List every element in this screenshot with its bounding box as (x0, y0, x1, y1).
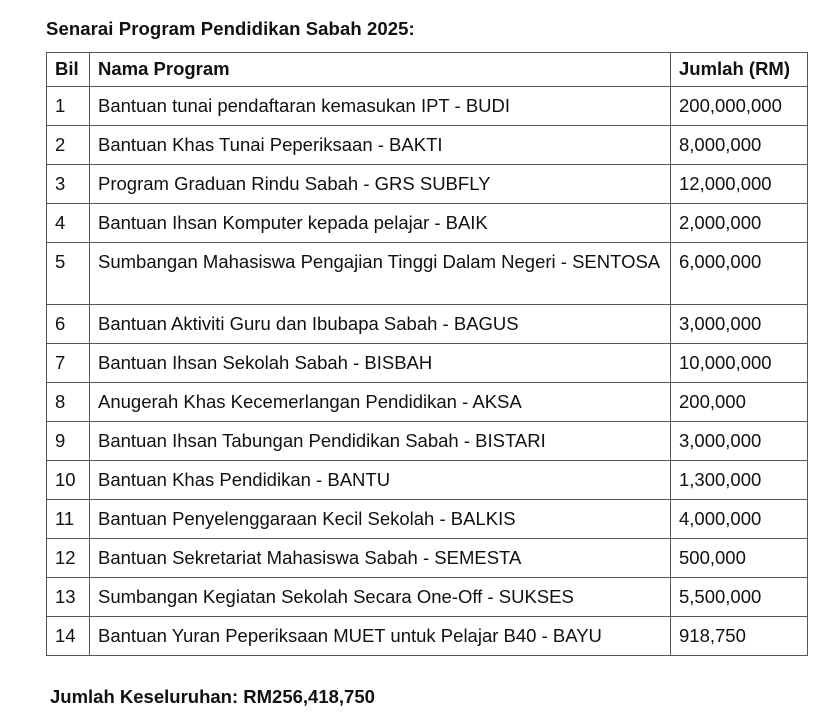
table-row (47, 243, 808, 305)
header-program-name: Nama Program (90, 53, 671, 87)
row-amount: 3,000,000 (671, 422, 808, 461)
table-row (47, 500, 808, 539)
row-amount: 6,000,000 (671, 243, 808, 305)
row-bil: 12 (47, 539, 90, 578)
table-row (47, 126, 808, 165)
row-amount: 8,000,000 (671, 126, 808, 165)
row-bil: 7 (47, 344, 90, 383)
table-row (47, 422, 808, 461)
table-row (47, 617, 808, 656)
row-program-name: Bantuan Khas Pendidikan - BANTU (90, 461, 671, 500)
row-program-name: Bantuan Ihsan Tabungan Pendidikan Sabah - BISTARI (90, 422, 671, 461)
row-amount: 4,000,000 (671, 500, 808, 539)
row-amount: 200,000,000 (671, 87, 808, 126)
row-amount: 10,000,000 (671, 344, 808, 383)
table-row (47, 539, 808, 578)
row-bil: 6 (47, 305, 90, 344)
row-bil: 11 (47, 500, 90, 539)
row-bil: 4 (47, 204, 90, 243)
table-row (47, 165, 808, 204)
row-bil: 2 (47, 126, 90, 165)
row-bil: 14 (47, 617, 90, 656)
row-amount: 500,000 (671, 539, 808, 578)
row-program-name: Bantuan Yuran Peperiksaan MUET untuk Pelajar B40 - BAYU (90, 617, 671, 656)
row-amount: 918,750 (671, 617, 808, 656)
row-program-name: Bantuan Penyelenggaraan Kecil Sekolah - BALKIS (90, 500, 671, 539)
document-title: Senarai Program Pendidikan Sabah 2025: (46, 18, 415, 39)
program-table (46, 52, 808, 656)
row-bil: 9 (47, 422, 90, 461)
row-program-name: Bantuan tunai pendaftaran kemasukan IPT - BUDI (90, 87, 671, 126)
row-program-name: Bantuan Aktiviti Guru dan Ibubapa Sabah - BAGUS (90, 305, 671, 344)
row-amount: 2,000,000 (671, 204, 808, 243)
row-bil: 8 (47, 383, 90, 422)
table-row (47, 305, 808, 344)
row-amount: 12,000,000 (671, 165, 808, 204)
row-program-name: Anugerah Khas Kecemerlangan Pendidikan - AKSA (90, 383, 671, 422)
row-program-name: Program Graduan Rindu Sabah - GRS SUBFLY (90, 165, 671, 204)
row-amount: 200,000 (671, 383, 808, 422)
row-program-name: Sumbangan Kegiatan Sekolah Secara One-Off - SUKSES (90, 578, 671, 617)
row-amount: 1,300,000 (671, 461, 808, 500)
header-amount: Jumlah (RM) (671, 53, 808, 87)
row-program-name: Bantuan Sekretariat Mahasiswa Sabah - SEMESTA (90, 539, 671, 578)
row-bil: 1 (47, 87, 90, 126)
row-amount: 5,500,000 (671, 578, 808, 617)
table-row (47, 87, 808, 126)
row-program-name: Sumbangan Mahasiswa Pengajian Tinggi Dalam Negeri - SENTOSA (90, 243, 671, 305)
grand-total: Jumlah Keseluruhan: RM256,418,750 (50, 686, 375, 707)
row-bil: 3 (47, 165, 90, 204)
header-bil: Bil (47, 53, 90, 87)
table-row (47, 383, 808, 422)
row-program-name: Bantuan Ihsan Komputer kepada pelajar - BAIK (90, 204, 671, 243)
row-bil: 13 (47, 578, 90, 617)
row-bil: 10 (47, 461, 90, 500)
table-row (47, 578, 808, 617)
row-bil: 5 (47, 243, 90, 305)
table-row (47, 461, 808, 500)
table-row (47, 344, 808, 383)
row-amount: 3,000,000 (671, 305, 808, 344)
row-program-name: Bantuan Khas Tunai Peperiksaan - BAKTI (90, 126, 671, 165)
table-header-row (47, 53, 808, 87)
row-program-name: Bantuan Ihsan Sekolah Sabah - BISBAH (90, 344, 671, 383)
table-row (47, 204, 808, 243)
